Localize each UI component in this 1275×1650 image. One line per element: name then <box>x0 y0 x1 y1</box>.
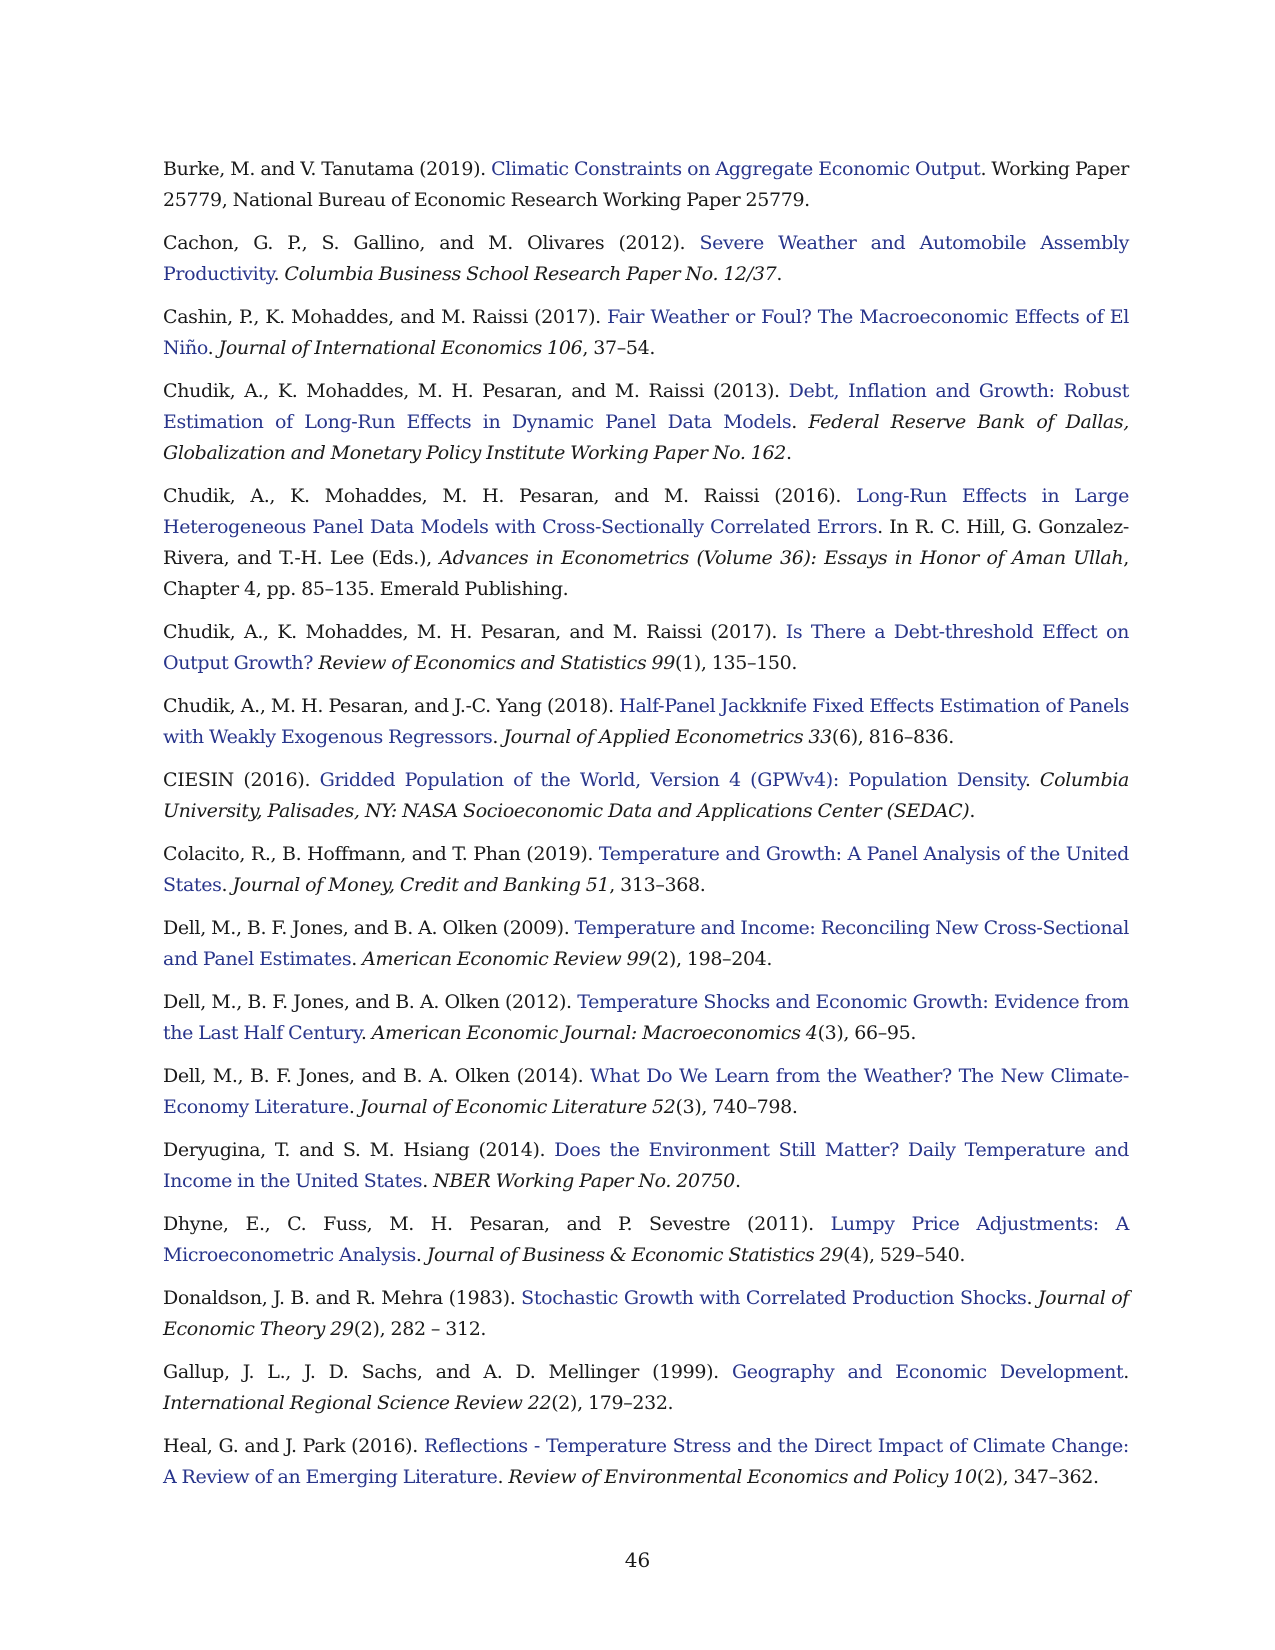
reference-details: . <box>221 874 233 896</box>
reference-venue: International Regional Science Review 22 <box>163 1392 552 1414</box>
reference-venue: Journal of Economic Literature 52 <box>359 1096 676 1118</box>
reference-entry <box>163 154 1129 216</box>
reference-entry <box>163 839 1129 901</box>
reference-details: . <box>1026 1287 1038 1309</box>
reference-authors: Donaldson, J. B. and R. Mehra (1983). <box>163 1287 522 1309</box>
reference-authors: Dell, M., B. F. Jones, and B. A. Olken (2012). <box>163 991 578 1013</box>
reference-title-link[interactable]: Climatic Constraints on Aggregate Economic Output <box>491 158 981 180</box>
reference-entry <box>163 691 1129 753</box>
reference-venue: Journal of Money, Credit and Banking 51 <box>232 874 610 896</box>
reference-title-link[interactable]: Long-Run Effects in Large Heterogeneous Panel Data Models with Cross-Sectionally Correlated Errors <box>163 485 1129 538</box>
reference-authors: Chudik, A., M. H. Pesaran, and J.-C. Yang (2018). <box>163 695 620 717</box>
reference-title-link[interactable]: Debt, Inflation and Growth: Robust Estimation of Long-Run Effects in Dynamic Panel Data Models <box>163 380 1129 433</box>
reference-authors: Deryugina, T. and S. M. Hsiang (2014). <box>163 1139 555 1161</box>
reference-authors: Burke, M. and V. Tanutama (2019). <box>163 158 492 180</box>
reference-entry <box>163 987 1129 1049</box>
reference-entry <box>163 1431 1129 1493</box>
reference-details: . Working Paper 25779, National Bureau of Economic Research Working Paper 25779. <box>163 158 1129 211</box>
reference-authors: Cashin, P., K. Mohaddes, and M. Raissi (2017). <box>163 306 608 328</box>
reference-title-link[interactable]: Half-Panel Jackknife Fixed Effects Estimation of Panels with Weakly Exogenous Regressors <box>163 695 1129 748</box>
reference-pages: , 313–368. <box>609 874 706 896</box>
reference-pages: (6), 816–836. <box>831 726 954 748</box>
reference-title-link[interactable]: Temperature and Income: Reconciling New Cross-Sectional and Panel Estimates <box>163 917 1129 970</box>
reference-venue: Columbia University, Palisades, NY: NASA Socioeconomic Data and Applications Center (SEDAC) <box>163 769 1129 822</box>
reference-title-link[interactable]: Does the Environment Still Matter? Daily Temperature and Income in the United States <box>163 1139 1129 1192</box>
reference-venue: Journal of Business & Economic Statistics 29 <box>426 1244 844 1266</box>
reference-authors: Dell, M., B. F. Jones, and B. A. Olken (2014). <box>163 1065 591 1087</box>
reference-details: . <box>207 337 219 359</box>
reference-authors: CIESIN (2016). <box>163 769 320 791</box>
reference-entry <box>163 228 1129 290</box>
reference-authors: Dell, M., B. F. Jones, and B. A. Olken (2009). <box>163 917 575 939</box>
reference-pages: (2), 347–362. <box>976 1466 1099 1488</box>
reference-pages: , 37–54. <box>582 337 656 359</box>
reference-details: . <box>351 948 363 970</box>
reference-details: . <box>1123 1361 1129 1383</box>
reference-authors: Chudik, A., K. Mohaddes, M. H. Pesaran, and M. Raissi (2016). <box>163 485 857 507</box>
reference-venue: American Economic Review 99 <box>362 948 651 970</box>
reference-pages: (2), 282 – 312. <box>353 1318 487 1340</box>
reference-entry <box>163 1357 1129 1419</box>
reference-venue: Review of Environmental Economics and Policy 10 <box>508 1466 977 1488</box>
reference-venue: Review of Economics and Statistics 99 <box>318 652 676 674</box>
reference-venue: Federal Reserve Bank of Dallas, Globalization and Monetary Policy Institute Working Paper No. 162 <box>163 411 1129 464</box>
reference-details: . <box>415 1244 427 1266</box>
reference-pages: (3), 740–798. <box>675 1096 798 1118</box>
reference-entry <box>163 376 1129 469</box>
reference-pages: . <box>776 263 783 285</box>
reference-title-link[interactable]: What Do We Learn from the Weather? The New Climate-Economy Literature <box>163 1065 1129 1118</box>
reference-title-link[interactable]: Reflections - Temperature Stress and the Direct Impact of Climate Change: A Review of an Emerging Literature <box>163 1435 1129 1488</box>
reference-authors: Cachon, G. P., S. Gallino, and M. Olivares (2012). <box>163 232 700 254</box>
reference-entry <box>163 1209 1129 1271</box>
reference-details: . <box>492 726 504 748</box>
reference-entry <box>163 1061 1129 1123</box>
reference-entry <box>163 913 1129 975</box>
reference-venue: Advances in Econometrics (Volume 36): Essays in Honor of Aman Ullah <box>439 547 1124 569</box>
reference-title-link[interactable]: Gridded Population of the World, Version 4 (GPWv4): Population Density <box>319 769 1025 791</box>
reference-venue: Journal of Economic Theory 29 <box>163 1287 1129 1340</box>
reference-details: . <box>360 1022 372 1044</box>
reference-details: . <box>273 263 285 285</box>
reference-venue: Journal of International Economics 106 <box>218 337 583 359</box>
page-number: 46 <box>624 1548 651 1572</box>
reference-list <box>163 154 1129 1505</box>
reference-pages: . <box>785 442 792 464</box>
reference-details: . <box>422 1170 434 1192</box>
reference-title-link[interactable]: Stochastic Growth with Correlated Production Shocks <box>521 1287 1027 1309</box>
reference-authors: Gallup, J. L., J. D. Sachs, and A. D. Mellinger (1999). <box>163 1361 732 1383</box>
reference-title-link[interactable]: Is There a Debt-threshold Effect on Output Growth? <box>163 621 1129 674</box>
reference-pages: , Chapter 4, pp. 85–135. Emerald Publishing. <box>163 547 1129 600</box>
reference-details: . <box>497 1466 509 1488</box>
reference-entry <box>163 481 1129 605</box>
reference-pages: (1), 135–150. <box>675 652 798 674</box>
reference-authors: Colacito, R., B. Hoffmann, and T. Phan (2019). <box>163 843 599 865</box>
reference-pages: (3), 66–95. <box>817 1022 917 1044</box>
reference-entry <box>163 617 1129 679</box>
reference-pages: (2), 198–204. <box>650 948 773 970</box>
reference-title-link[interactable]: Lumpy Price Adjustments: A Microeconometric Analysis <box>163 1213 1129 1266</box>
reference-venue: NBER Working Paper No. 20750 <box>433 1170 735 1192</box>
reference-entry <box>163 765 1129 827</box>
reference-details: . <box>1024 769 1040 791</box>
reference-title-link[interactable]: Temperature and Growth: A Panel Analysis of the United States <box>163 843 1129 896</box>
reference-authors: Dhyne, E., C. Fuss, M. H. Pesaran, and P. Sevestre (2011). <box>163 1213 831 1235</box>
reference-details: . <box>348 1096 360 1118</box>
reference-entry <box>163 1283 1129 1345</box>
reference-title-link[interactable]: Geography and Economic Development <box>731 1361 1124 1383</box>
reference-pages: (4), 529–540. <box>843 1244 966 1266</box>
reference-authors: Chudik, A., K. Mohaddes, M. H. Pesaran, and M. Raissi (2017). <box>163 621 786 643</box>
reference-title-link[interactable]: Fair Weather or Foul? The Macroeconomic Effects of El Niño <box>163 306 1129 359</box>
reference-pages: . <box>969 800 976 822</box>
reference-venue: Journal of Applied Econometrics 33 <box>503 726 832 748</box>
reference-venue: American Economic Journal: Macroeconomics 4 <box>371 1022 818 1044</box>
reference-title-link[interactable]: Temperature Shocks and Economic Growth: Evidence from the Last Half Century <box>163 991 1129 1044</box>
reference-authors: Heal, G. and J. Park (2016). <box>163 1435 424 1457</box>
reference-details: . In R. C. Hill, G. Gonzalez-Rivera, and T.-H. Lee (Eds.), <box>163 516 1129 569</box>
reference-authors: Chudik, A., K. Mohaddes, M. H. Pesaran, and M. Raissi (2013). <box>163 380 789 402</box>
reference-details: . <box>791 411 809 433</box>
reference-venue: Columbia Business School Research Paper No. 12/37 <box>284 263 777 285</box>
reference-entry <box>163 302 1129 364</box>
reference-pages: (2), 179–232. <box>551 1392 674 1414</box>
reference-pages: . <box>734 1170 741 1192</box>
reference-entry <box>163 1135 1129 1197</box>
reference-title-link[interactable]: Severe Weather and Automobile Assembly Productivity <box>163 232 1130 285</box>
